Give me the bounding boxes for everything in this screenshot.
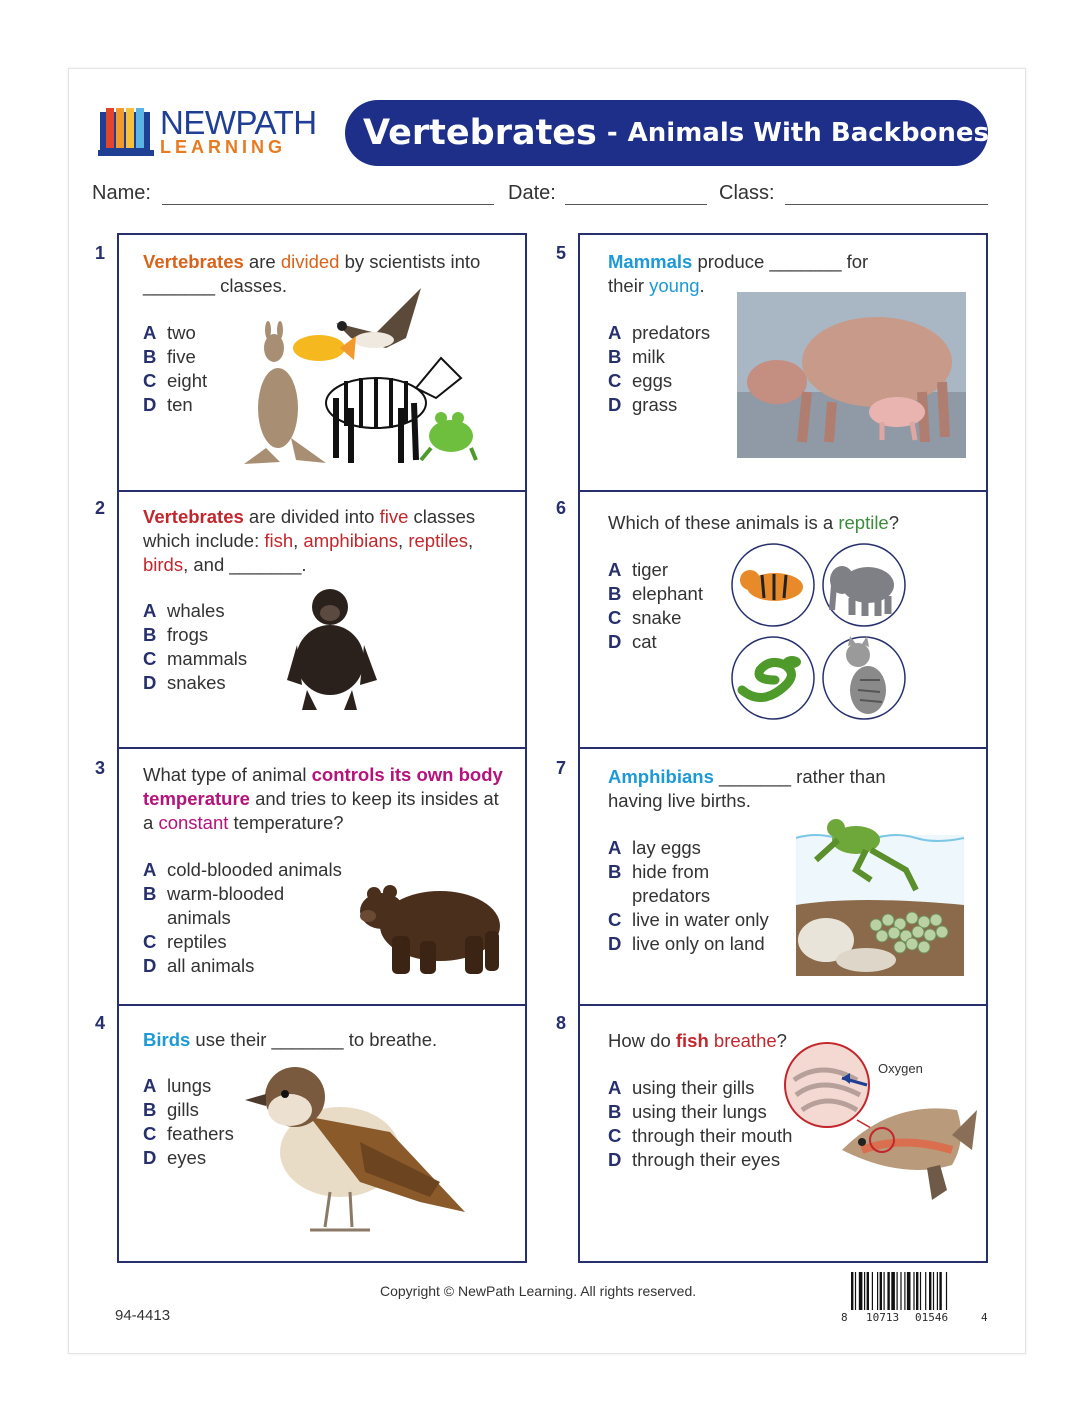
answer-option[interactable]: A cold-blooded animals: [143, 859, 342, 880]
barcode-bar: [872, 1272, 873, 1310]
question-text-4: Birds use their _______ to breathe.: [143, 1029, 438, 1050]
class-field[interactable]: [785, 204, 988, 205]
question-number: 4: [95, 1013, 106, 1033]
answer-option[interactable]: B warm-blooded animals: [143, 883, 285, 928]
title-main: Vertebrates: [363, 113, 597, 153]
answer-option[interactable]: A lay eggs: [608, 837, 701, 858]
barcode-bar: [855, 1272, 856, 1310]
salmon-icon: [842, 1108, 977, 1200]
question-number: 6: [556, 498, 567, 518]
barcode-bar: [897, 1272, 898, 1310]
chimpanzee-icon: [282, 585, 382, 715]
barcode-digit-right: 4: [981, 1311, 988, 1324]
question-text-8: How do fish breathe?: [608, 1030, 787, 1051]
barcode-bar: [877, 1272, 878, 1310]
barcode-digits-1: 10713: [866, 1311, 900, 1324]
goldfish-icon: [293, 335, 356, 361]
logo-book-icon: [98, 106, 156, 158]
barcode-bar: [925, 1272, 926, 1310]
barcode-bar: [884, 1272, 885, 1310]
answer-option[interactable]: C snake: [608, 607, 682, 628]
barcode-bar: [864, 1272, 865, 1310]
question-number: 7: [556, 758, 567, 778]
answer-option[interactable]: D through their eyes: [608, 1149, 781, 1170]
question-number: 5: [556, 243, 567, 263]
vertebrate-animals-illustration: [236, 278, 481, 473]
barcode-bar: [867, 1272, 869, 1310]
animal-choice-circles: [730, 540, 912, 725]
barcode: [841, 1272, 991, 1328]
answer-options-5: [608, 321, 710, 417]
barcode-bar: [920, 1272, 921, 1310]
answer-option[interactable]: A lungs: [143, 1075, 212, 1096]
barcode-bar: [851, 1272, 853, 1310]
snake-icon: [732, 637, 814, 719]
answer-option[interactable]: C feathers: [143, 1123, 234, 1144]
barcode-bar: [929, 1272, 931, 1310]
answer-options-7: [608, 836, 788, 956]
answer-options-3: [143, 858, 363, 978]
question-text-6: Which of these animals is a reptile?: [608, 512, 900, 533]
sparrow-icon: [240, 1062, 470, 1242]
answer-option[interactable]: C eggs: [608, 370, 673, 391]
logo-line2: LEARNING: [160, 137, 286, 157]
answer-option[interactable]: A predators: [608, 322, 711, 343]
barcode-bar: [937, 1272, 938, 1310]
barcode-bar: [913, 1272, 914, 1310]
answer-option[interactable]: A using their gills: [608, 1077, 755, 1098]
tiger-icon: [732, 544, 814, 626]
question-text-3: What type of animal controls its own body temperature and tries to keep its insides at a constant temperature?: [143, 764, 503, 833]
logo-line1: NEWPATH: [160, 104, 317, 141]
question-text-2: Vertebrates are divided into five classes which include: fish, amphibians, reptiles, birds, and _______.: [143, 506, 476, 575]
answer-option[interactable]: D snakes: [143, 672, 226, 693]
date-field[interactable]: [565, 204, 707, 205]
answer-option[interactable]: C live in water only: [608, 909, 769, 930]
answer-option[interactable]: D all animals: [143, 955, 255, 976]
answer-options-4: [143, 1074, 234, 1170]
barcode-bar: [933, 1272, 934, 1310]
answer-option[interactable]: B milk: [608, 346, 665, 367]
barcode-bar: [907, 1272, 911, 1310]
question-text-5: Mammals produce _______ for their young.: [608, 251, 869, 296]
name-label: Name:: [92, 182, 151, 204]
title-dash: -: [606, 118, 618, 148]
question-number: 2: [95, 498, 106, 518]
oxygen-label: Oxygen: [878, 1061, 923, 1076]
question-text-7: Amphibians _______ rather than having live births.: [608, 766, 886, 811]
answer-options-1: [143, 321, 207, 417]
answer-option[interactable]: B gills: [143, 1099, 199, 1120]
barcode-digit-left: 8: [841, 1311, 848, 1324]
barcode-bars: [851, 1272, 1001, 1314]
answer-option[interactable]: C through their mouth: [608, 1125, 793, 1146]
question-number: 1: [95, 243, 106, 263]
fish-gills-diagram: [782, 1040, 977, 1205]
barcode-bar: [916, 1272, 918, 1310]
barcode-digits-2: 01546: [915, 1311, 949, 1324]
barcode-bar: [946, 1272, 947, 1310]
answer-option[interactable]: B frogs: [143, 624, 209, 645]
answer-option[interactable]: C eight: [143, 370, 208, 391]
title-sub: Animals With Backbones: [627, 118, 990, 148]
answer-option[interactable]: D grass: [608, 394, 678, 415]
answer-option[interactable]: B hide from predators: [608, 861, 711, 906]
answer-option[interactable]: A two: [143, 322, 196, 343]
answer-option[interactable]: D eyes: [143, 1147, 207, 1168]
answer-options-6: [608, 558, 703, 654]
question-number: 3: [95, 758, 106, 778]
barcode-bar: [880, 1272, 882, 1310]
barcode-bar: [859, 1272, 863, 1310]
cat-icon: [823, 636, 905, 719]
question-number: 8: [556, 1013, 567, 1033]
answer-option[interactable]: B using their lungs: [608, 1101, 767, 1122]
answer-options-2: [143, 599, 247, 695]
answer-option[interactable]: C reptiles: [143, 931, 227, 952]
newpath-logo: [98, 104, 328, 160]
answer-option[interactable]: D cat: [608, 631, 657, 652]
answer-option[interactable]: D ten: [143, 394, 193, 415]
title-banner: [345, 100, 988, 166]
answer-option[interactable]: A whales: [143, 600, 225, 621]
product-code: 94-4413: [115, 1307, 171, 1324]
elephant-icon: [823, 544, 905, 626]
barcode-bar: [891, 1272, 895, 1310]
question-text-1: Vertebrates are divided by scientists into _______ classes.: [143, 251, 481, 296]
bear-icon: [360, 876, 505, 981]
barcode-bar: [939, 1272, 941, 1310]
copyright-text: Copyright © NewPath Learning. All rights reserved.: [380, 1283, 697, 1299]
barcode-bar: [900, 1272, 901, 1310]
answer-option[interactable]: A tiger: [608, 559, 668, 580]
class-label: Class:: [719, 182, 775, 204]
answer-option[interactable]: B five: [143, 346, 196, 367]
frog-eggs-illustration: [796, 810, 964, 976]
answer-option[interactable]: D live only on land: [608, 933, 765, 954]
answer-option[interactable]: C mammals: [143, 648, 248, 669]
name-field[interactable]: [162, 204, 494, 205]
barcode-bar: [904, 1272, 905, 1310]
date-label: Date:: [508, 182, 556, 204]
frog-icon: [421, 412, 476, 460]
barcode-bar: [887, 1272, 889, 1310]
pig-nursing-photo: [737, 292, 966, 458]
answer-option[interactable]: B elephant: [608, 583, 703, 604]
goose-icon: [336, 288, 421, 348]
answer-options-8: [608, 1076, 792, 1172]
